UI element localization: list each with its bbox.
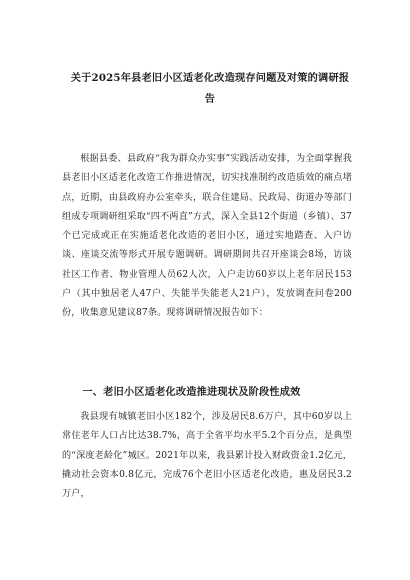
intro-paragraph: 根据县委、县政府“我为群众办实事”实践活动安排，为全面掌握我县老旧小区适老化改造工作推进情况，切实找准制约改造质效的痛点堵点，近期，由县政府办公室牵头，联合住建局、民政局、街道办等部门组成专项调研组采取“四不两直”方式，深入全县12个街道（乡镇）、37个已完成或正在实施适老化改造的老旧小区，通过实地踏查、入户访谈、座谈交流等形式开展专题调研。调研期间共召开座谈会8场，访谈社区工作者、物业管理人员62人次，入户走访60岁以上老年居民153户（其中独居老人47户、失能半失能老人21户），发放调查问卷200份，收集意见建议87条。现将调研情况报告如下： xyxy=(62,154,352,318)
document-title: 关于2025年县老旧小区适老化改造现存问题及对策的调研报告 xyxy=(70,72,350,105)
section-1-heading: 一、老旧小区适老化改造推进现状及阶段性成效 xyxy=(82,386,301,398)
section-1-paragraph: 我县现有城镇老旧小区182个，涉及居民8.6万户，其中60岁以上常住老年人口占比达38.7%，高于全省平均水平5.2个百分点，是典型的“深度老龄化”城区。2021年以来，我县累计投入财政资金1.2亿元，撬动社会资本0.8亿元，完成76个老旧小区适老化改造，惠及居民3.2万户， xyxy=(62,412,352,499)
